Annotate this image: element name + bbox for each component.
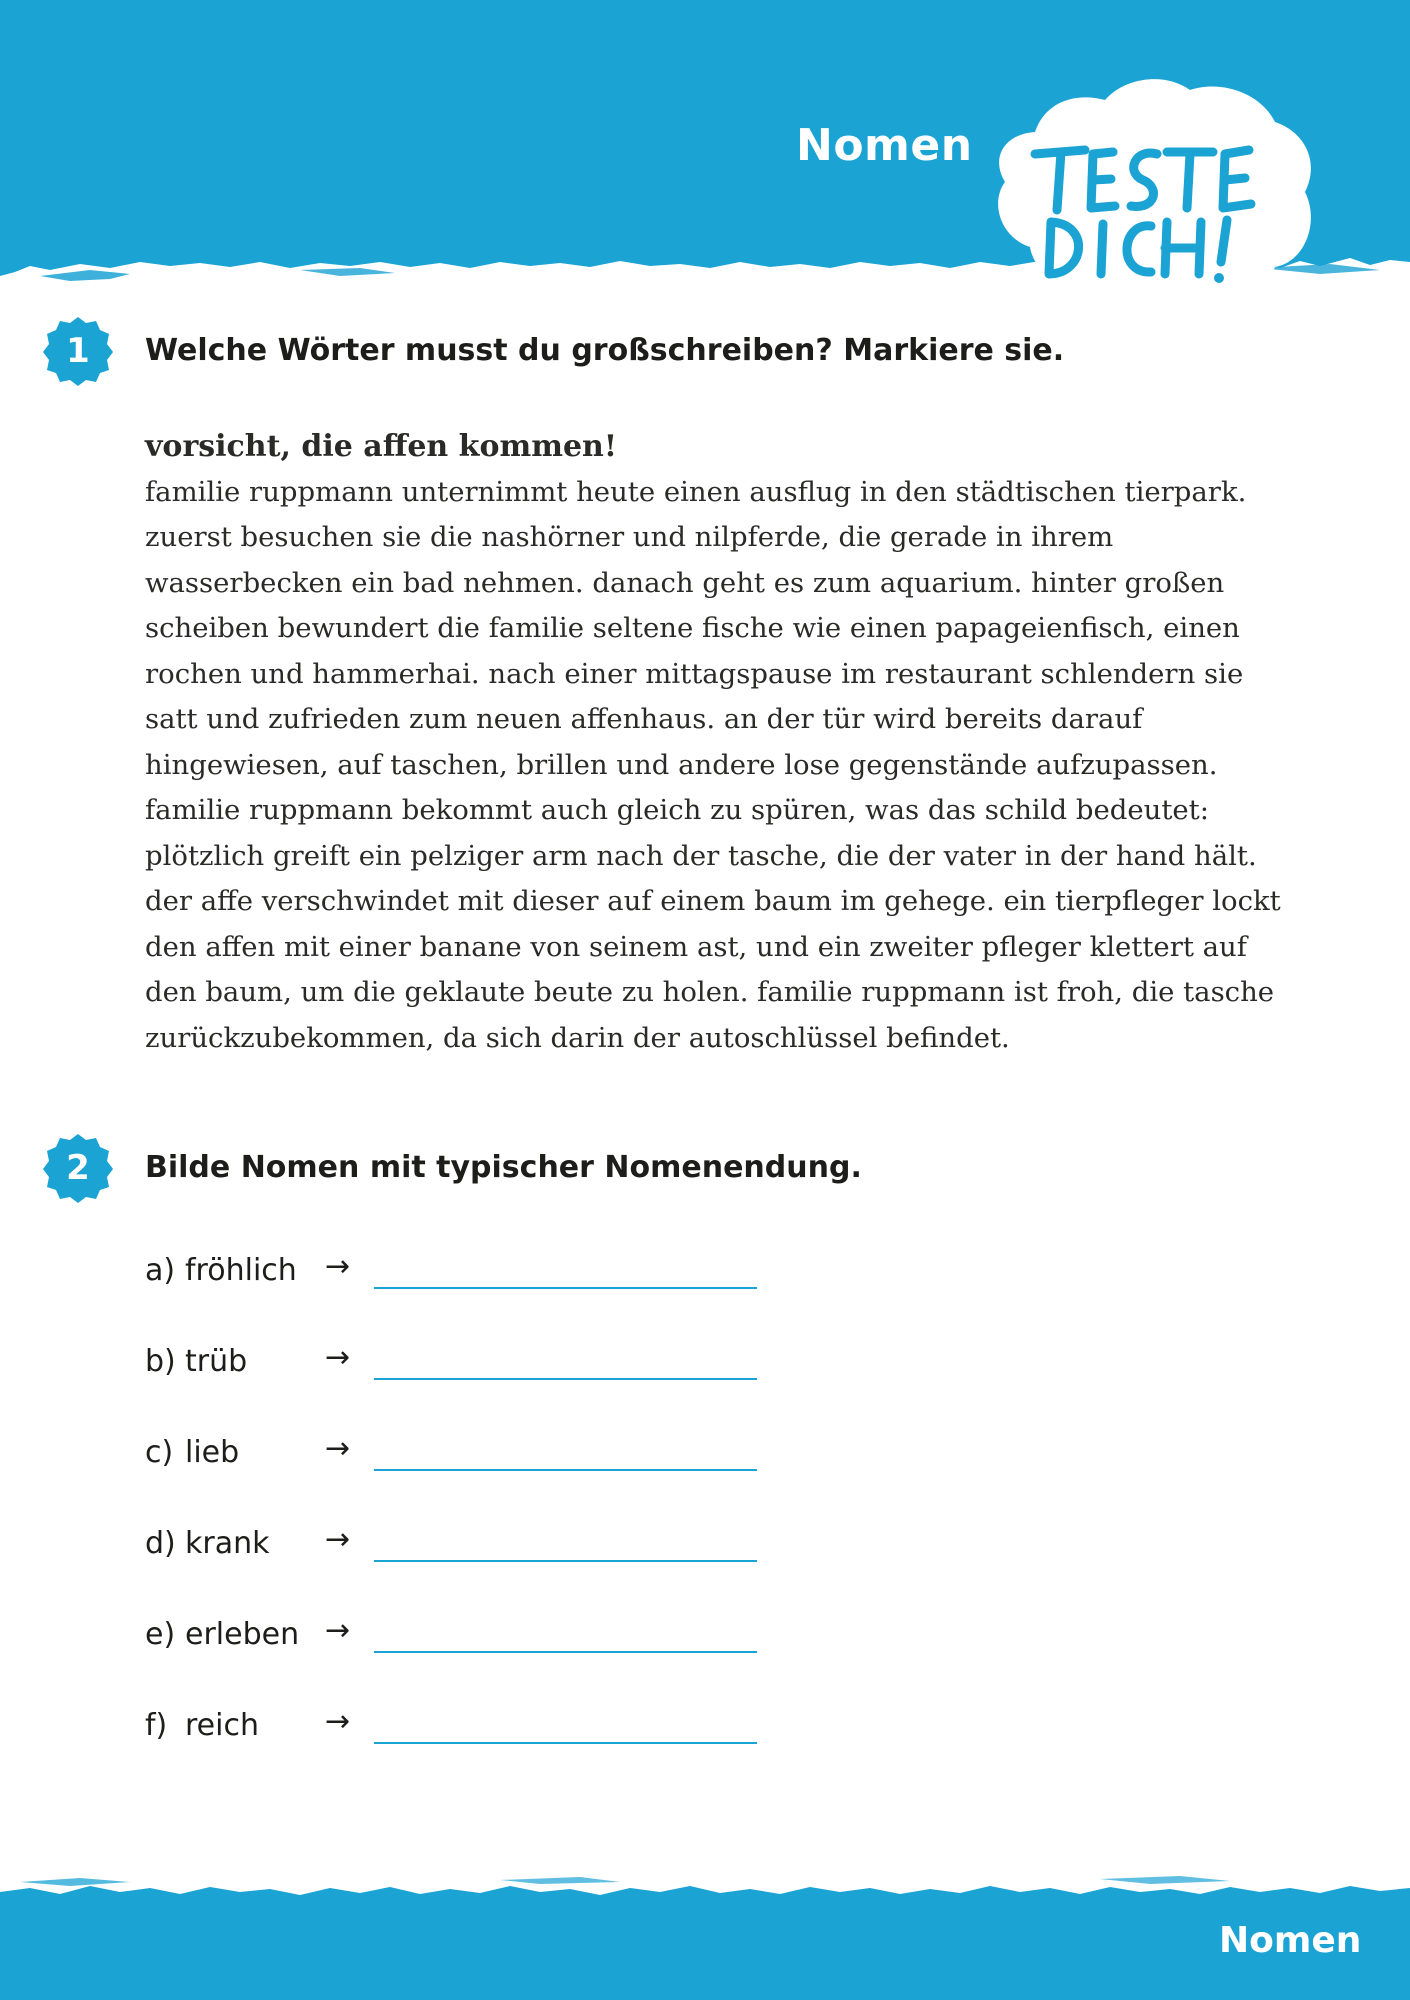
story-line: scheiben bewundert die familie seltene fische wie einen papageienfisch, einen [145, 612, 1240, 644]
exercise-item-e [145, 1611, 765, 1661]
item-letter: f) [145, 1708, 168, 1743]
exercise-item-b [145, 1338, 765, 1388]
task-number-1-label: 1 [66, 331, 90, 371]
story-line: plötzlich greift ein pelziger arm nach der tasche, die der vater in der hand hält. [145, 839, 1257, 872]
answer-line[interactable] [374, 1469, 757, 1471]
answer-line[interactable] [374, 1378, 757, 1380]
item-word: erleben [185, 1617, 300, 1652]
task-number-2 [42, 1132, 114, 1204]
item-word: trüb [185, 1344, 248, 1379]
arrow-right-icon: → [325, 1431, 351, 1466]
exercise-item-c [145, 1429, 765, 1479]
arrow-right-icon: → [325, 1522, 351, 1557]
teste-dich-badge [975, 62, 1325, 312]
item-letter: e) [145, 1617, 176, 1652]
item-letter: d) [145, 1526, 176, 1561]
item-word: krank [185, 1526, 270, 1561]
arrow-right-icon: → [325, 1704, 351, 1739]
story-line: der affe verschwindet mit dieser auf einem baum im gehege. ein tierpfleger lockt [145, 885, 1281, 917]
exercise-item-d [145, 1520, 765, 1570]
story-line: wasserbecken ein bad nehmen. danach geht es zum aquarium. hinter großen [145, 566, 1225, 599]
task-2-heading: Bilde Nomen mit typischer Nomenendung. [145, 1150, 862, 1185]
story-line: rochen und hammerhai. nach einer mittagspause im restaurant schlendern sie [145, 657, 1244, 690]
story-line: familie ruppmann unternimmt heute einen ausflug in den städtischen tierpark. [145, 475, 1247, 508]
answer-line[interactable] [374, 1560, 757, 1562]
item-word: lieb [185, 1435, 240, 1470]
item-word: reich [185, 1708, 259, 1743]
task-1-heading: Welche Wörter musst du großschreiben? Markiere sie. [145, 333, 1065, 368]
header-title: Nomen [796, 120, 973, 171]
footer-background [0, 1870, 1410, 2000]
story-line: familie ruppmann bekommt auch gleich zu spüren, was das schild bedeutet: [145, 794, 1209, 826]
footer-title: Nomen [1219, 1920, 1362, 1961]
story-line: den affen mit einer banane von seinem ast, und ein zweiter pfleger klettert auf [145, 930, 1247, 963]
answer-line[interactable] [374, 1651, 757, 1653]
exercise-item-a [145, 1247, 765, 1297]
story-line: den baum, um die geklaute beute zu holen. familie ruppmann ist froh, die tasche [145, 976, 1275, 1008]
story-text [145, 424, 1360, 1061]
arrow-right-icon: → [325, 1340, 351, 1375]
arrow-right-icon: → [325, 1613, 351, 1648]
story-title: vorsicht, die affen kommen! [145, 429, 618, 464]
answer-line[interactable] [374, 1742, 757, 1744]
task-number-1 [42, 315, 114, 387]
item-letter: a) [145, 1253, 176, 1288]
story-line: zuerst besuchen sie die nashörner und nilpferde, die gerade in ihrem [145, 521, 1114, 553]
answer-line[interactable] [374, 1287, 757, 1289]
item-letter: b) [145, 1344, 176, 1379]
footer-band [0, 1870, 1410, 2000]
exercise-item-f [145, 1702, 765, 1752]
story-line: satt und zufrieden zum neuen affenhaus. an der tür wird bereits darauf [145, 703, 1143, 735]
story-line: hingewiesen, auf taschen, brillen und andere lose gegenstände aufzupassen. [145, 748, 1218, 781]
item-word: fröhlich [185, 1253, 297, 1288]
arrow-right-icon: → [325, 1249, 351, 1284]
story-line: zurückzubekommen, da sich darin der autoschlüssel befindet. [145, 1021, 1010, 1054]
task-number-2-label: 2 [66, 1148, 90, 1188]
item-letter: c) [145, 1435, 174, 1470]
